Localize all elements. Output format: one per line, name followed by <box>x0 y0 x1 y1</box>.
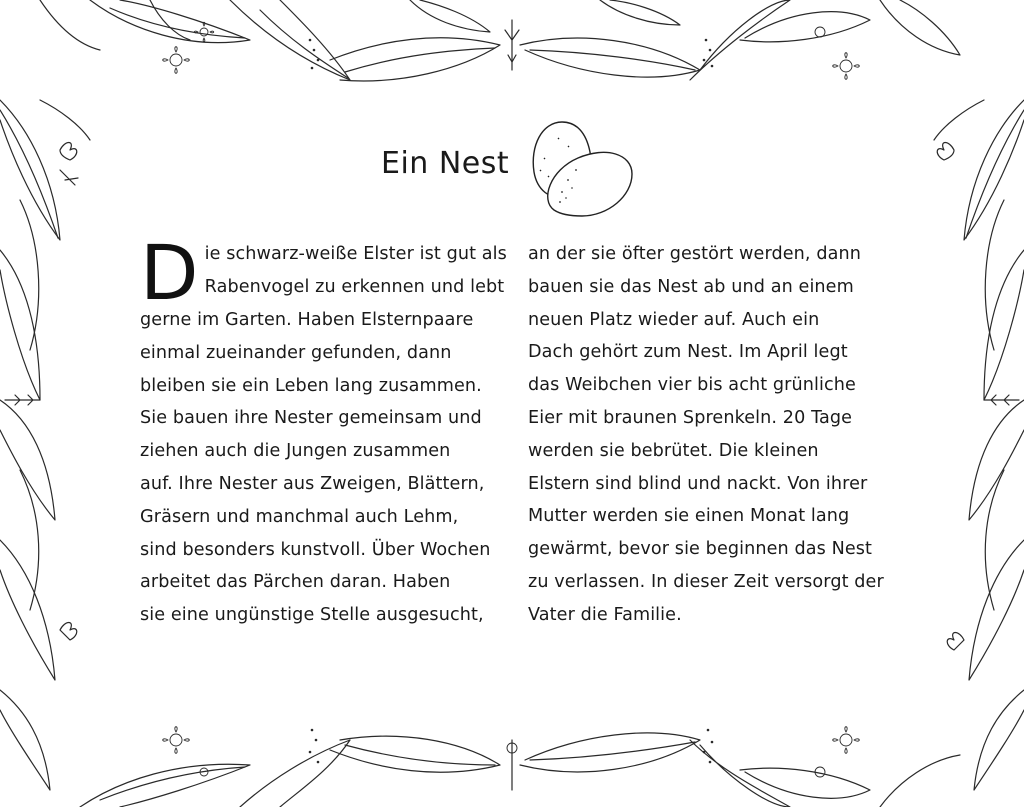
text-line: bleiben sie ein Leben lang zusammen. <box>140 375 482 396</box>
text-line: Vater die Familie. <box>528 604 682 625</box>
text-line: gerne im Garten. Haben Elsternpaare <box>140 310 474 330</box>
page-title: Ein Nest <box>381 146 510 181</box>
text-line: gewärmt, bevor sie beginnen das Nest <box>528 539 873 560</box>
text-line: Dach gehört zum Nest. Im April legt <box>528 342 848 363</box>
text-line: Sie bauen ihre Nester gemeinsam und <box>140 408 482 429</box>
left-leaves <box>0 100 90 790</box>
top-leaves <box>40 0 960 81</box>
text-line: arbeitet das Pärchen daran. Haben <box>140 572 451 593</box>
text-column-right <box>528 238 888 632</box>
text-line: zu verlassen. In dieser Zeit versorgt der <box>528 571 884 592</box>
text-line: sind besonders kunstvoll. Über Wochen <box>140 539 491 560</box>
drop-cap-letter: D <box>140 228 199 317</box>
text-line: Rabenvogel zu erkennen und lebt <box>204 276 505 297</box>
right-leaves <box>934 100 1024 790</box>
text-line: einmal zueinander gefunden, dann <box>140 342 452 363</box>
text-line: das Weibchen vier bis acht grünliche <box>528 375 856 396</box>
text-line: Gräsern und manchmal auch Lehm, <box>140 506 459 527</box>
text-line: an der sie öfter gestört werden, dann <box>528 244 861 264</box>
text-line: ie schwarz-weiße Elster ist gut als <box>204 244 507 264</box>
bottom-leaves <box>80 727 960 807</box>
text-line: neuen Platz wieder auf. Auch ein <box>528 309 820 330</box>
text-line: Eier mit braunen Sprenkeln. 20 Tage <box>528 407 853 428</box>
top-flowers <box>163 22 860 79</box>
text-line: bauen sie das Nest ab und an einem <box>528 276 854 297</box>
text-line: Elstern sind blind und nackt. Von ihrer <box>528 473 868 494</box>
text-line: ziehen auch die Jungen zusammen <box>140 441 451 462</box>
text-line: Mutter werden sie einen Monat lang <box>528 506 850 527</box>
eggs-icon <box>528 116 636 220</box>
text-line: auf. Ihre Nester aus Zweigen, Blättern, <box>140 473 485 494</box>
text-line: sie eine ungünstige Stelle ausgesucht, <box>140 605 484 626</box>
text-line: werden sie bebrütet. Die kleinen <box>528 440 819 461</box>
text-column-left <box>140 228 507 632</box>
